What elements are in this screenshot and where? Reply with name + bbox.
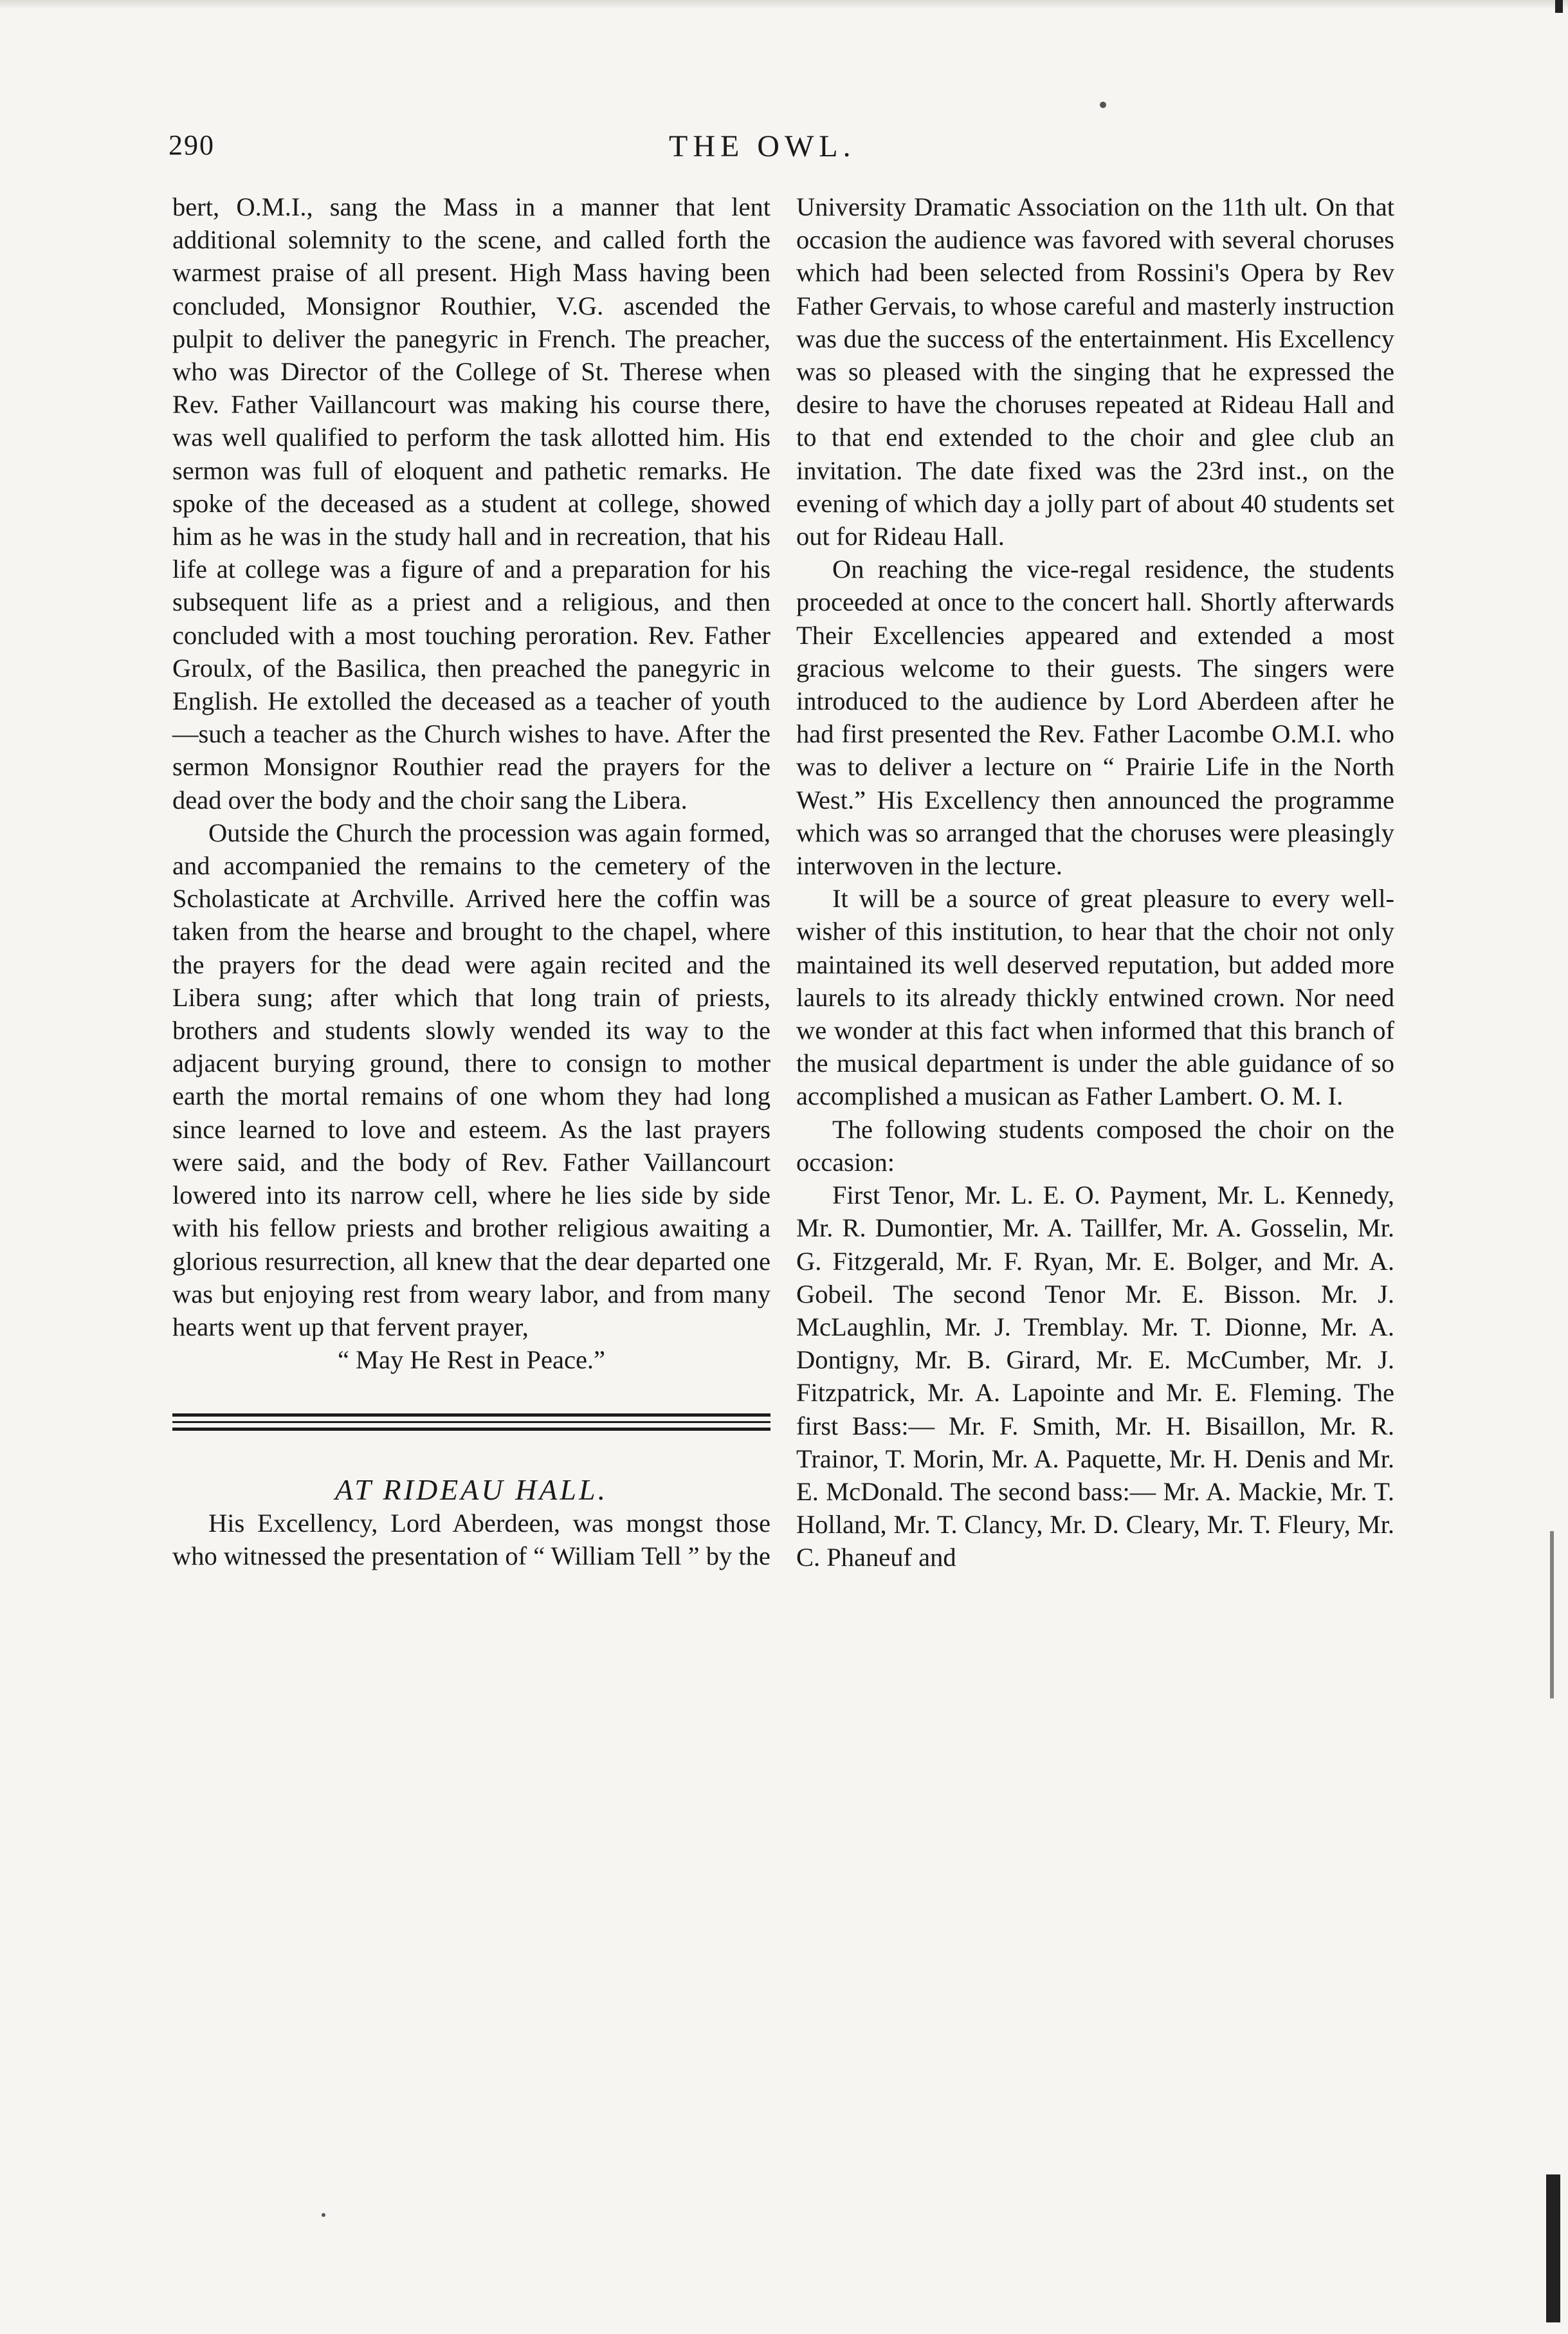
paragraph: Outside the Church the procession was again formed, and accompanied the remains to the cemetery of the Scholasticate at Archville. Arrived here the coffin was taken from the hearse and brought to the chapel, where the prayers for the dead were again recited and the Libera sung; after which that long train of priests, brothers and students slowly wended its way to the adjacent burying ground, there to consign to mother earth the mortal remains of one whom they had long since learned to love and esteem. As the last prayers were said, and the body of Rev. Father Vaillancourt lowered into its narrow cell, where he lies side by side with his fellow priests and brother religious awaiting a glorious resurrection, all knew that the dear departed one was but enjoying rest from weary labor, and from many hearts went up that fervent prayer, (172, 818, 770, 1341)
right-column (796, 190, 1394, 1574)
binding-edge-mark (1550, 1531, 1554, 1698)
binding-edge-mark (1555, 0, 1563, 13)
paragraph: bert, O.M.I., sang the Mass in a manner that lent additional solemnity to the scene, and called forth the warmest praise of all present. High Mass having been concluded, Monsignor Routhier, V.G. ascended the pulpit to deliver the panegyric in French. The preacher, who was Director of the College of St. Therese when Rev. Father Vaillancourt was making his course there, was well qualified to perform the task allotted him. His sermon was full of eloquent and pathetic remarks. He spoke of the deceased as a student at college, showed him as he was in the study hall and in recreation, that his life at college was a figure of and a preparation for his subsequent life as a priest and a religious, and then concluded with a most touching peroration. Rev. Father Groulx, of the Basilica, then preached the panegyric in English. He extolled the deceased as a teacher of youth—such a teacher as the Church wishes to have. After the sermon Monsignor Routhier read the prayers for the dead over the body and the choir sang the Libera. (172, 192, 770, 814)
section-heading: AT RIDEAU HALL. (334, 1473, 608, 1507)
divider-rule (172, 1421, 770, 1423)
paragraph: On reaching the vice-regal residence, the students proceeded at once to the concert hall. Shortly afterwards Their Excellencies appeared and extended a most gracious welcome to their guests. The singers were introduced to the audience by Lord Aberdeen after he had first presented the Rev. Father Lacombe O.M.I. who was to deliver a lecture on “ Prairie Life in the North West.” His Excellency then announced the programme which was so arranged that the choruses were pleasingly interwoven in the lecture. (796, 555, 1394, 881)
running-head: THE OWL. (669, 129, 856, 163)
paragraph: First Tenor, Mr. L. E. O. Payment, Mr. L. Kennedy, Mr. R. Dumontier, Mr. A. Taillfer, Mr. A. Gosselin, Mr. G. Fitzgerald, Mr. F. Ryan, Mr. E. Bolger, and Mr. A. Gobeil. The second Tenor Mr. E. Bisson. Mr. J. McLaughlin, Mr. J. Tremblay. Mr. T. Dionne, Mr. A. Dontigny, Mr. B. Girard, Mr. E. McCumber, Mr. J. Fitzpatrick, Mr. A. Lapointe and Mr. E. Fleming. The first Bass:— Mr. F. Smith, Mr. H. Bisaillon, Mr. R. Trainor, T. Morin, Mr. A. Paquette, Mr. H. Denis and Mr. E. McDonald. The second bass:— Mr. A. Mackie, Mr. T. Holland, Mr. T. Clancy, Mr. D. Cleary, Mr. T. Fleury, Mr. C. Phaneuf and (796, 1181, 1394, 1572)
divider-rule (172, 1413, 770, 1417)
paragraph: University Dramatic Association on the 11th ult. On that occasion the audience was favored with several choruses which had been selected from Rossini's Opera by Rev Father Gervais, to whose careful and masterly instruction was due the success of the entertainment. His Excellency was so pleased with the singing that he expressed the desire to have the choruses repeated at Rideau Hall and to that end extended to the choir and glee club an invitation. The date fixed was the 23rd inst., on the evening of which day a jolly part of about 40 students set out for Rideau Hall. (796, 192, 1394, 551)
closing-prayer: “ May He Rest in Peace.” (337, 1345, 606, 1375)
page-header (0, 129, 1568, 180)
divider-rule (172, 1428, 770, 1431)
left-column (172, 190, 770, 1572)
binding-edge-mark (1546, 2174, 1560, 2322)
section-divider (172, 1413, 770, 1431)
paragraph: It will be a source of great pleasure to every well-wisher of this institution, to hear that the choir not only maintained its well deserved reputation, but added more laurels to its already thickly entwined crown. Nor need we wonder at this fact when informed that this branch of the musical department is under the able guidance of so accomplished a musican as Father Lambert. O. M. I. (796, 884, 1394, 1111)
paragraph: The following students composed the choir on the occasion: (796, 1114, 1394, 1177)
print-speck (1100, 102, 1106, 108)
page-top-edge (0, 0, 1568, 9)
print-speck (322, 2213, 325, 2217)
paragraph: His Excellency, Lord Aberdeen, was mongst those who witnessed the presentation of “ William Tell ” by the (172, 1508, 770, 1570)
page-number: 290 (169, 129, 215, 161)
